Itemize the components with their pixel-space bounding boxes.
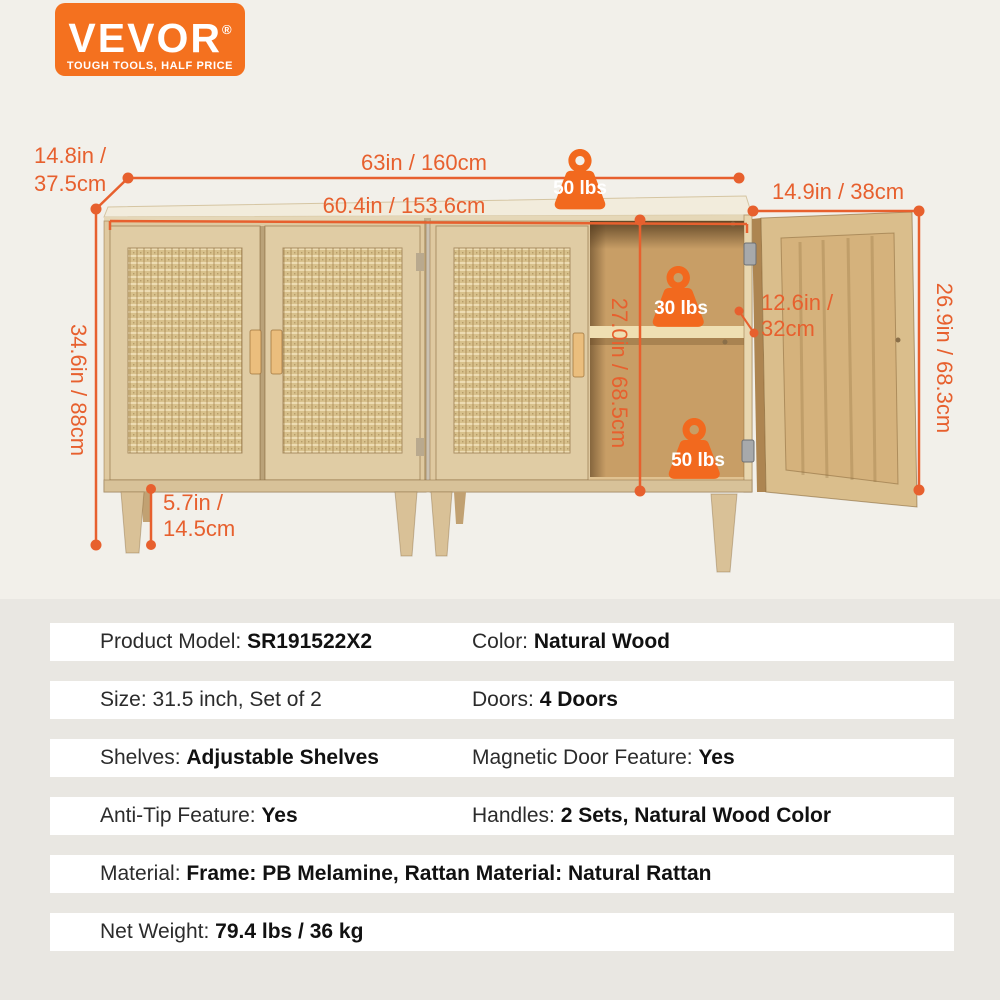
registered-mark: ® — [221, 22, 232, 37]
dim-shelf-depth-line1: 12.6in / — [761, 290, 834, 315]
dim-overall-width: 63in / 160cm — [361, 150, 487, 175]
dim-door-height: 26.9in / 68.3cm — [932, 282, 957, 434]
spec-cell: Magnetic Door Feature: Yes — [472, 746, 735, 769]
dim-inner-width: 60.4in / 153.6cm — [322, 193, 486, 218]
weight-label-bottom: 50 lbs — [671, 450, 725, 471]
spec-row-antitip-handles — [50, 797, 954, 835]
spec-row-material — [50, 855, 954, 893]
rattan-door-panel — [283, 248, 402, 453]
hinge — [744, 243, 756, 265]
rattan-door-panel — [128, 248, 242, 453]
spec-row-shelves-magnetic — [50, 739, 954, 777]
spec-cell: Color: Natural Wood — [472, 630, 670, 653]
door-handle — [573, 333, 584, 377]
spec-cell: Shelves: Adjustable Shelves — [100, 746, 379, 769]
rattan-door-panel — [454, 248, 570, 453]
dim-interior-height: 27.0in / 68.5cm — [607, 297, 632, 449]
spec-cell: Size: 31.5 inch, Set of 2 — [100, 688, 322, 711]
dim-leg-height-line1: 5.7in / — [163, 490, 223, 515]
dim-overall-height: 34.6in / 88cm — [66, 323, 91, 457]
spec-row-size-doors — [50, 681, 954, 719]
dim-shelf-depth-line2: 32cm — [761, 316, 815, 341]
weight-label-shelf: 30 lbs — [654, 298, 708, 319]
hinge — [742, 440, 754, 462]
spec-cell: Anti-Tip Feature: Yes — [100, 804, 298, 827]
door-handle — [271, 330, 282, 374]
spec-row-model-color — [50, 623, 954, 661]
dim-side-depth: 14.9in / 38cm — [771, 179, 905, 204]
spec-row-net-weight — [50, 913, 954, 951]
weight-label-top: 50 lbs — [553, 178, 607, 199]
spec-cell: Doors: 4 Doors — [472, 688, 618, 711]
spec-cell: Product Model: SR191522X2 — [100, 630, 373, 653]
spec-cell: Handles: 2 Sets, Natural Wood Color — [472, 804, 832, 827]
brand-name: VEVOR® — [68, 15, 232, 61]
open-door — [742, 212, 917, 507]
dim-leg-height-line2: 14.5cm — [163, 516, 236, 541]
dim-top-depth-line1: 14.8in / — [34, 143, 107, 168]
door-handle — [250, 330, 261, 374]
spec-cell: Net Weight: 79.4 lbs / 36 kg — [100, 920, 364, 943]
dim-top-depth-line2: 37.5cm — [34, 171, 107, 196]
cabinet-body — [104, 196, 752, 492]
brand-tagline: TOUGH TOOLS, HALF PRICE — [66, 60, 234, 72]
spec-cell: Material: Frame: PB Melamine, Rattan Material: Natural Rattan — [100, 862, 712, 885]
